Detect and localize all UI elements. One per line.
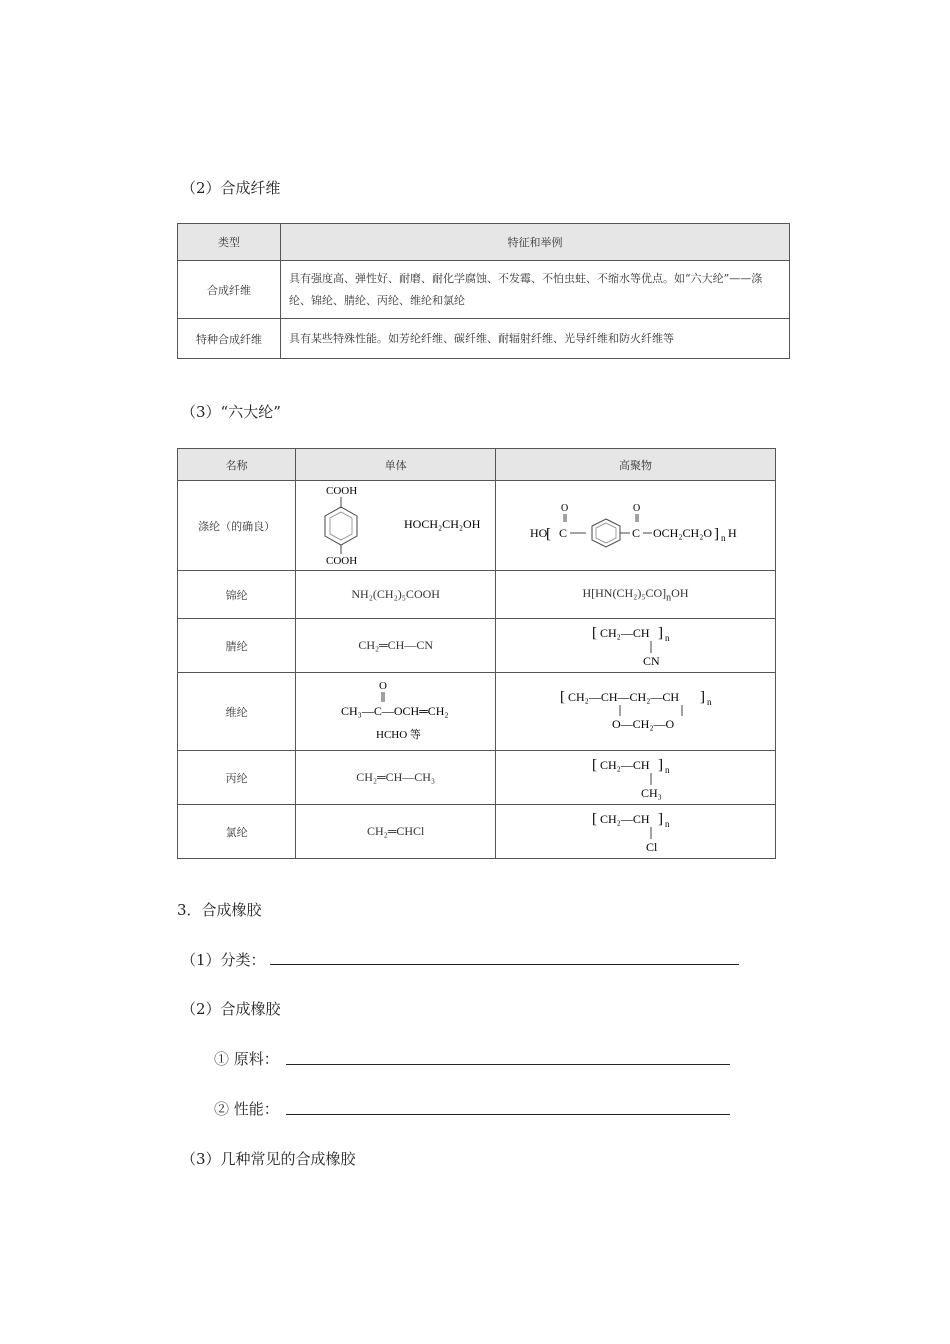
polymer-subscript: n <box>666 592 672 604</box>
cell-name: 涤纶（的确良） <box>178 481 296 571</box>
polymer-group: HO <box>530 526 548 540</box>
polymer-group: CH₂—CH <box>600 812 650 826</box>
polymer-atom: O <box>561 503 569 514</box>
polymer-substituent: Cl <box>646 840 658 854</box>
monomer-atom: O <box>379 680 388 692</box>
cell-polymer <box>496 805 776 859</box>
classification-blank <box>270 964 739 965</box>
polymer-subscript: n <box>665 633 670 643</box>
polymer-subscript: n <box>665 765 670 775</box>
column-header-name: 名称 <box>178 449 296 481</box>
polymer-bracket: ] <box>714 526 719 542</box>
column-header-monomer: 单体 <box>296 449 496 481</box>
column-header-type: 类型 <box>178 224 281 261</box>
monomer-label: CH₃—C—OCH═CH₂ <box>341 704 449 718</box>
polymer-group: CH₂—CH <box>600 626 650 640</box>
polymer-atom: O <box>633 503 641 514</box>
pet-polymer-structure <box>496 481 775 567</box>
synthetic-fiber-table <box>177 223 790 359</box>
table-row <box>178 673 776 751</box>
polymer-bracket: ] <box>700 689 705 705</box>
polymer-bracket: [ <box>592 625 597 641</box>
column-header-features: 特征和举例 <box>281 224 790 261</box>
cell-name: 锦纶 <box>178 571 296 619</box>
polymer-group: CH₂—CH <box>600 758 650 772</box>
polymer-bracket: [ <box>592 757 597 773</box>
table-row <box>178 261 790 319</box>
polymer-group: OCH₂CH₂O <box>653 526 713 540</box>
polymer-atom: H <box>728 526 737 540</box>
common-rubbers-label: （3）几种常见的合成橡胶 <box>181 1150 356 1168</box>
polymer-bracket: [ <box>560 689 565 705</box>
cell-monomer: CH₂═CH—CH₃ <box>296 751 496 805</box>
table-row <box>178 619 776 673</box>
monomer-extra: HCHO 等 <box>376 729 422 741</box>
acrylic-polymer-structure <box>496 619 775 669</box>
polymer-group: CH₂—CH—CH₂—CH <box>568 690 680 704</box>
table-row <box>178 805 776 859</box>
table-row <box>178 571 776 619</box>
polymer-group: OH <box>671 585 689 600</box>
polymer-bracket: ] <box>662 585 667 600</box>
polymer-atom: C <box>559 526 568 540</box>
polymer-bracket: [ <box>592 811 597 827</box>
section-heading-synthetic-rubber: 3．合成橡胶 <box>177 901 262 919</box>
table-row <box>178 319 790 359</box>
cell-name: 丙纶 <box>178 751 296 805</box>
cell-polymer <box>496 619 776 673</box>
cell-name: 维纶 <box>178 673 296 751</box>
classification-label: （1）分类： <box>181 951 266 969</box>
table-header-row <box>178 449 776 481</box>
vinyl-acetate-structure <box>304 673 487 747</box>
monomer-label: COOH <box>326 555 358 567</box>
synthetic-rubber-label: （2）合成橡胶 <box>181 1000 281 1018</box>
cell-monomer <box>296 673 496 751</box>
table-row <box>178 481 776 571</box>
polymer-bracket: [ <box>591 585 596 600</box>
polymer-group: H <box>582 585 592 600</box>
polymer-bracket: ] <box>658 625 663 641</box>
cell-monomer <box>296 481 496 571</box>
terephthalic-acid-structure <box>304 481 487 567</box>
cell-desc: 具有强度高、弹性好、耐磨、耐化学腐蚀、不发霉、不怕虫蛀、不缩水等优点。如“六大纶”——涤纶、锦纶、腈纶、丙纶、维纶和氯纶 <box>281 261 790 319</box>
monomer-label: COOH <box>326 485 358 497</box>
polymer-substituent: CH₃ <box>641 786 662 800</box>
vinylon-polymer-structure <box>496 673 775 747</box>
cell-polymer <box>496 481 776 571</box>
raw-material-blank <box>286 1064 730 1065</box>
pvc-polymer-structure <box>496 805 775 855</box>
polymer-subscript: n <box>665 819 670 829</box>
cell-polymer <box>496 571 776 619</box>
property-blank <box>286 1114 730 1115</box>
section-heading-six-fibers: （3）“六大纶” <box>181 403 281 421</box>
polypropylene-structure <box>496 751 775 801</box>
six-fibers-table <box>177 448 776 859</box>
cell-name: 腈纶 <box>178 619 296 673</box>
table-row <box>178 751 776 805</box>
polymer-substituent: CN <box>643 654 660 668</box>
polymer-atom: C <box>632 526 641 540</box>
polymer-subscript: n <box>721 533 726 543</box>
cell-type: 合成纤维 <box>178 261 281 319</box>
raw-material-label: ① 原料： <box>214 1050 279 1068</box>
polymer-subscript: n <box>707 697 712 707</box>
cell-monomer: NH₂(CH₂)₅COOH <box>296 571 496 619</box>
section-heading-synthetic-fiber: （2）合成纤维 <box>181 179 281 197</box>
cell-name: 氯纶 <box>178 805 296 859</box>
cell-monomer: CH₂═CHCl <box>296 805 496 859</box>
cell-polymer <box>496 751 776 805</box>
property-label: ② 性能： <box>214 1100 279 1118</box>
polymer-bracket: ] <box>658 757 663 773</box>
cell-polymer <box>496 673 776 751</box>
cell-monomer: CH₂═CH—CN <box>296 619 496 673</box>
polymer-bracket: ] <box>658 811 663 827</box>
cell-desc: 具有某些特殊性能。如芳纶纤维、碳纤维、耐辐射纤维、光导纤维和防火纤维等 <box>281 319 790 359</box>
table-header-row <box>178 224 790 261</box>
polymer-bracket: [ <box>546 526 551 542</box>
column-header-polymer: 高聚物 <box>496 449 776 481</box>
polymer-substituent: O—CH₂—O <box>612 717 675 731</box>
monomer-label: HOCH₂CH₂OH <box>404 517 481 531</box>
polymer-group: HN(CH₂)₅CO <box>595 585 663 600</box>
cell-type: 特种合成纤维 <box>178 319 281 359</box>
